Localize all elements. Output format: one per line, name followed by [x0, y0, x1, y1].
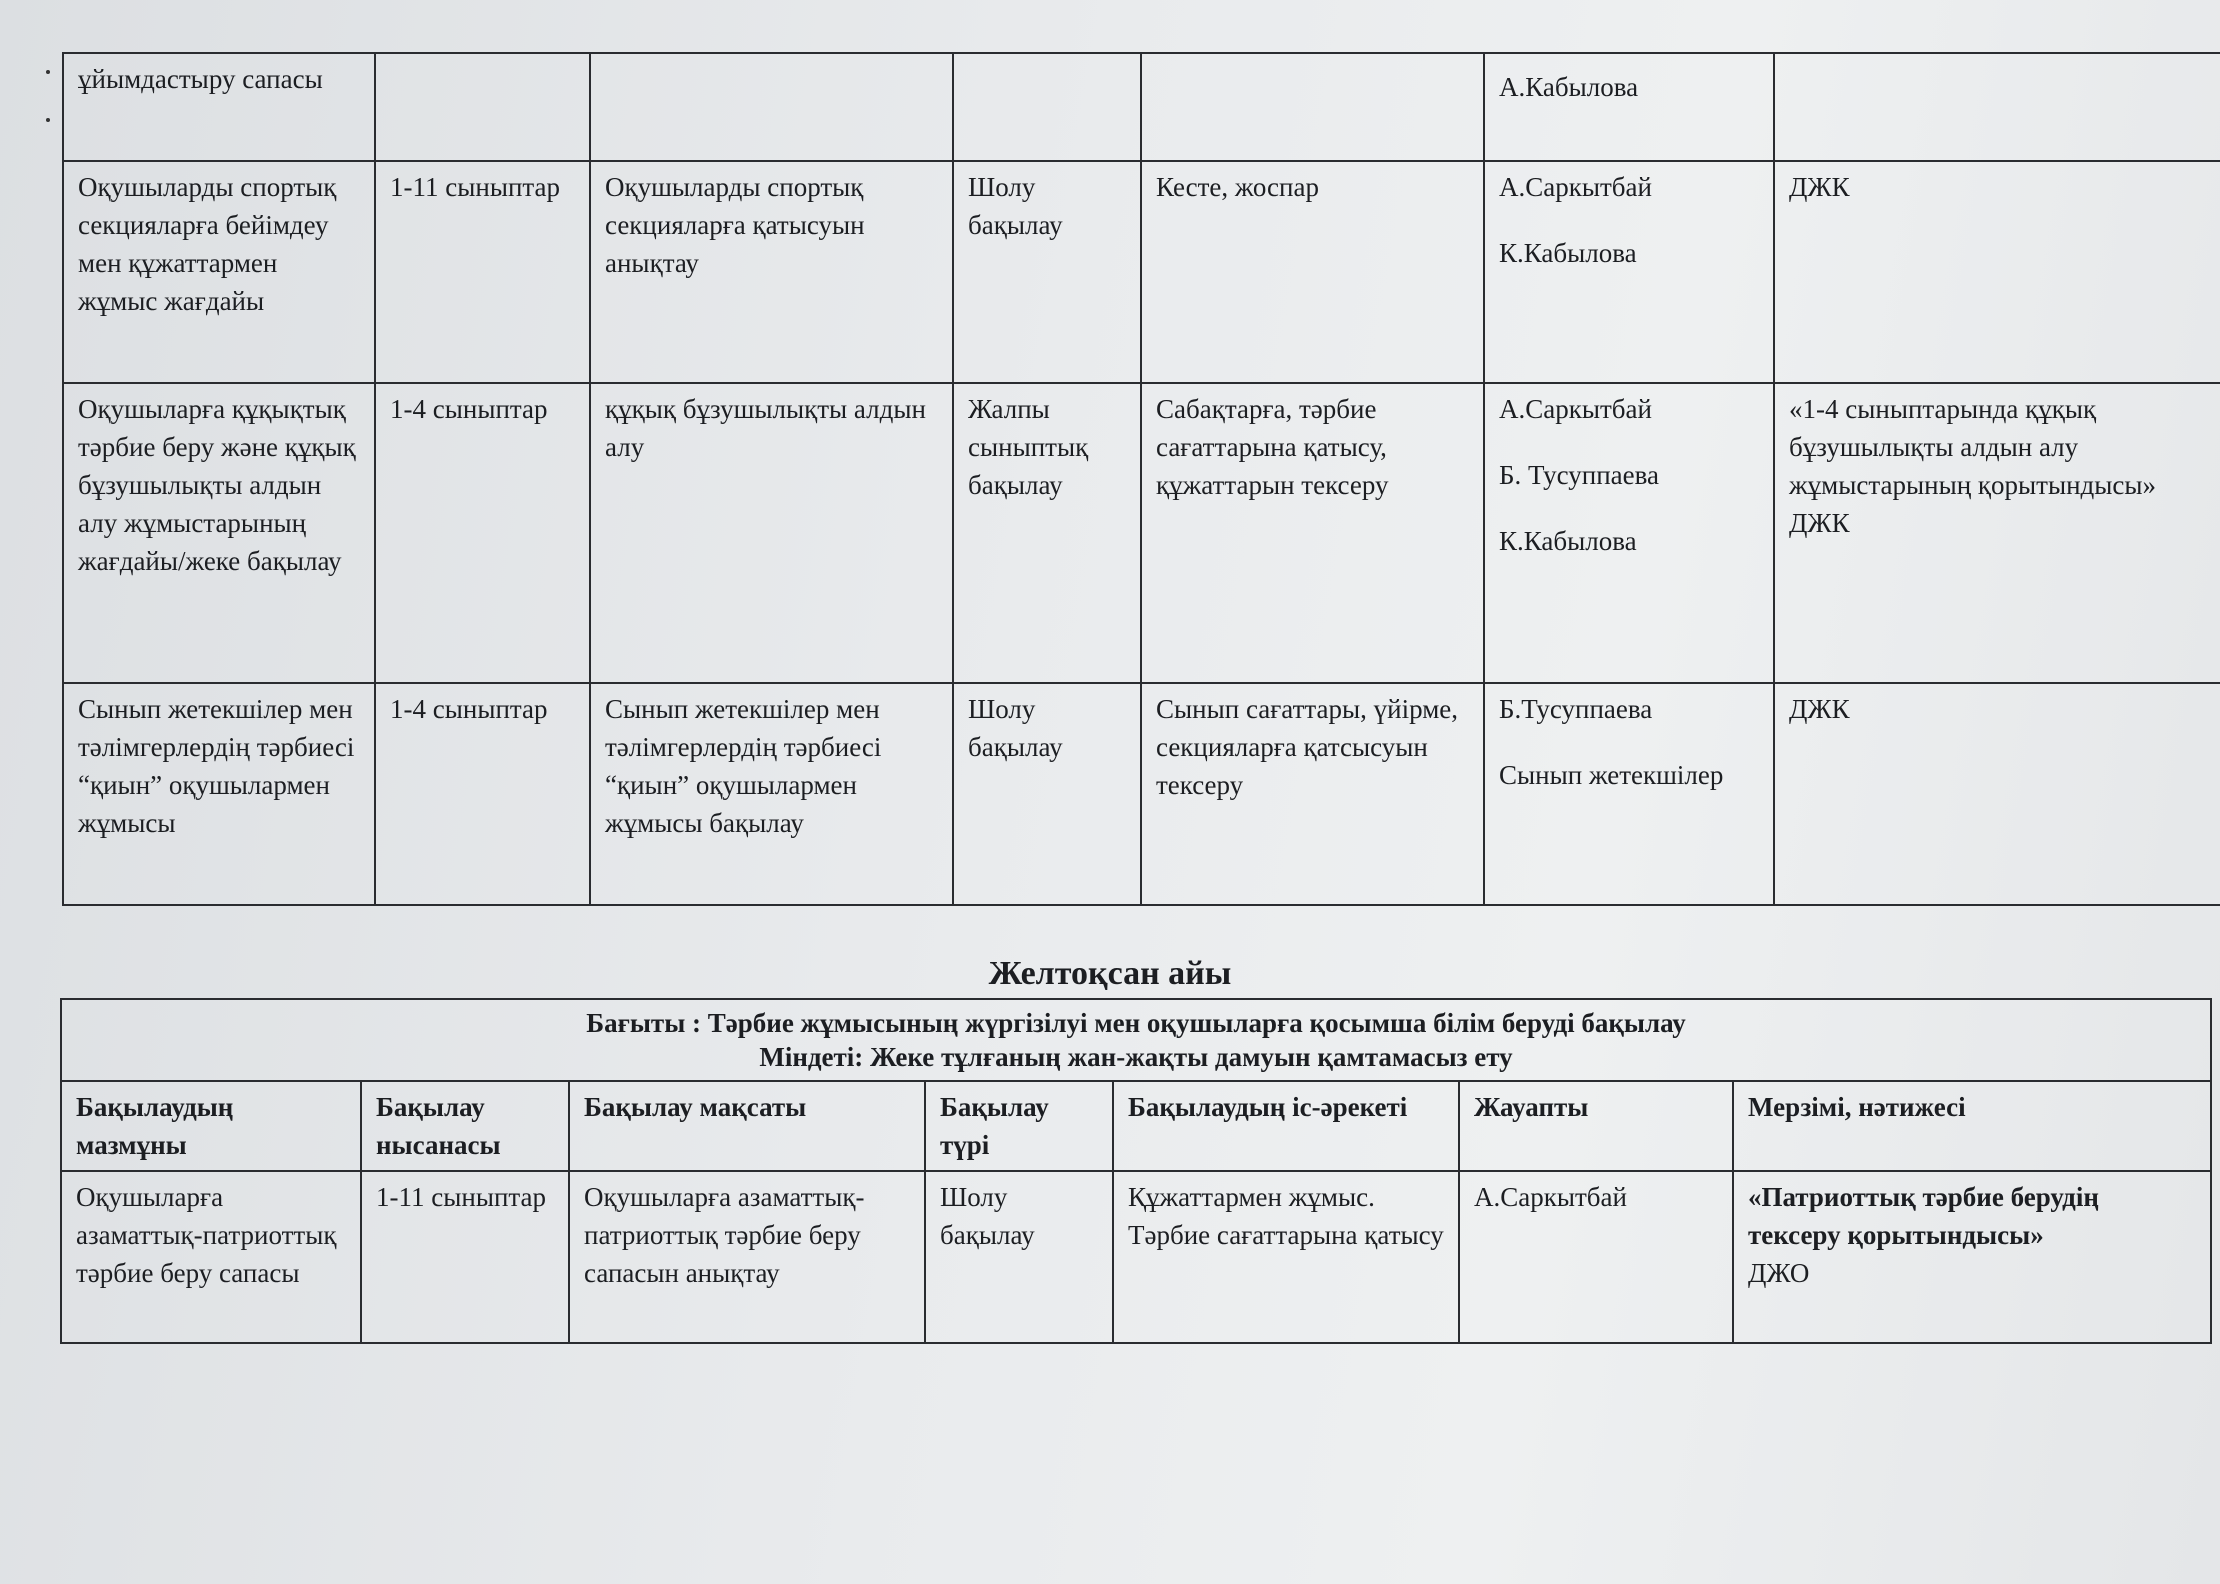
control-activity-cell: Құжаттармен жұмыс. Тәрбие сағаттарына қатысу	[1113, 1171, 1459, 1343]
control-activity-cell: Сабақтарға, тәрбие сағаттарына қатысу, құжаттарын тексеру	[1141, 383, 1484, 683]
control-goal-cell: Оқушыларға азаматтық-патриоттық тәрбие беру сапасын анықтау	[569, 1171, 925, 1343]
responsible-name: Б. Тусуппаева	[1499, 460, 1660, 490]
result-title: «Патриоттық тәрбие берудің тексеру қорытындысы»	[1748, 1182, 2099, 1250]
month-title: Желтоқсан айы	[988, 955, 1232, 992]
margin-marks	[46, 70, 50, 130]
responsible-name: К.Кабылова	[1499, 526, 1637, 556]
direction-cell	[61, 999, 2211, 1081]
direction-row	[61, 999, 2211, 1081]
column-header: Мерзімі, нәтижесі	[1733, 1081, 2211, 1171]
table-row	[63, 383, 2220, 683]
result-cell: ДЖК	[1774, 161, 2220, 383]
column-header: Бақылау түрі	[925, 1081, 1113, 1171]
task-text: Міндеті: Жеке тұлғаның жан-жақты дамуын қамтамасыз ету	[759, 1042, 1513, 1072]
result-cell	[1733, 1171, 2211, 1343]
control-content-cell: Оқушыларға азаматтық-патриоттық тәрбие беру сапасы	[61, 1171, 361, 1343]
top-control-table	[62, 52, 2220, 906]
responsible-name: К.Кабылова	[1499, 238, 1637, 268]
result-cell	[1774, 53, 2220, 161]
table-row	[63, 161, 2220, 383]
responsible-cell	[1484, 383, 1774, 683]
responsible-cell	[1484, 683, 1774, 905]
header-row	[61, 1081, 2211, 1171]
control-type-cell: Шолу бақылау	[925, 1171, 1113, 1343]
control-object-cell	[375, 53, 590, 161]
control-object-cell: 1-4 сыныптар	[375, 683, 590, 905]
control-goal-cell	[590, 53, 953, 161]
responsible-name: А.Саркытбай	[1499, 394, 1652, 424]
control-activity-cell: Кесте, жоспар	[1141, 161, 1484, 383]
control-type-cell: Жалпы сыныптық бақылау	[953, 383, 1141, 683]
december-control-table	[60, 998, 2212, 1344]
control-content-cell: Оқушыларды спортық секцияларға бейімдеу мен құжаттармен жұмыс жағдайы	[63, 161, 375, 383]
column-header: Жауапты	[1459, 1081, 1733, 1171]
column-header: Бақылаудың мазмұны	[61, 1081, 361, 1171]
responsible-cell	[1484, 161, 1774, 383]
table-row	[63, 53, 2220, 161]
table-row	[63, 683, 2220, 905]
control-object-cell: 1-11 сыныптар	[361, 1171, 569, 1343]
control-goal-cell: Сынып жетекшілер мен тәлімгерлердің тәрбиесі “қиын” оқушылармен жұмысы бақылау	[590, 683, 953, 905]
direction-text: Бағыты : Тәрбие жұмысының жүргізілуі мен оқушыларға қосымша білім беруді бақылау	[586, 1008, 1686, 1038]
result-note: ДЖО	[1748, 1258, 1810, 1288]
column-header: Бақылаудың іс-әрекеті	[1113, 1081, 1459, 1171]
responsible-name: Б.Тусуппаева	[1499, 694, 1653, 724]
responsible-name: А.Кабылова	[1499, 72, 1639, 102]
responsible-name: А.Саркытбай	[1499, 172, 1652, 202]
control-activity-cell	[1141, 53, 1484, 161]
result-cell: ДЖК	[1774, 683, 2220, 905]
control-object-cell: 1-11 сыныптар	[375, 161, 590, 383]
table-row	[61, 1171, 2211, 1343]
control-content-cell: ұйымдастыру сапасы	[63, 53, 375, 161]
control-goal-cell: Оқушыларды спортық секцияларға қатысуын анықтау	[590, 161, 953, 383]
column-header: Бақылау мақсаты	[569, 1081, 925, 1171]
control-type-cell	[953, 53, 1141, 161]
responsible-cell	[1484, 53, 1774, 161]
control-content-cell: Оқушыларға құқықтық тәрбие беру және құқық бұзушылықты алдын алу жұмыстарының жағдайы/жеке бақылау	[63, 383, 375, 683]
control-activity-cell: Сынып сағаттары, үйірме, секцияларға қатсысуын тексеру	[1141, 683, 1484, 905]
control-object-cell: 1-4 сыныптар	[375, 383, 590, 683]
result-cell: «1-4 сыныптарында құқық бұзушылықты алдын алу жұмыстарының қорытындысы» ДЖК	[1774, 383, 2220, 683]
responsible-name: Сынып жетекшілер	[1499, 760, 1724, 790]
control-type-cell: Шолу бақылау	[953, 683, 1141, 905]
responsible-cell: А.Саркытбай	[1459, 1171, 1733, 1343]
control-content-cell: Сынып жетекшілер мен тәлімгерлердің тәрбиесі “қиын” оқушылармен жұмысы	[63, 683, 375, 905]
column-header: Бақылау нысанасы	[361, 1081, 569, 1171]
control-goal-cell: құқық бұзушылықты алдын алу	[590, 383, 953, 683]
control-type-cell: Шолу бақылау	[953, 161, 1141, 383]
